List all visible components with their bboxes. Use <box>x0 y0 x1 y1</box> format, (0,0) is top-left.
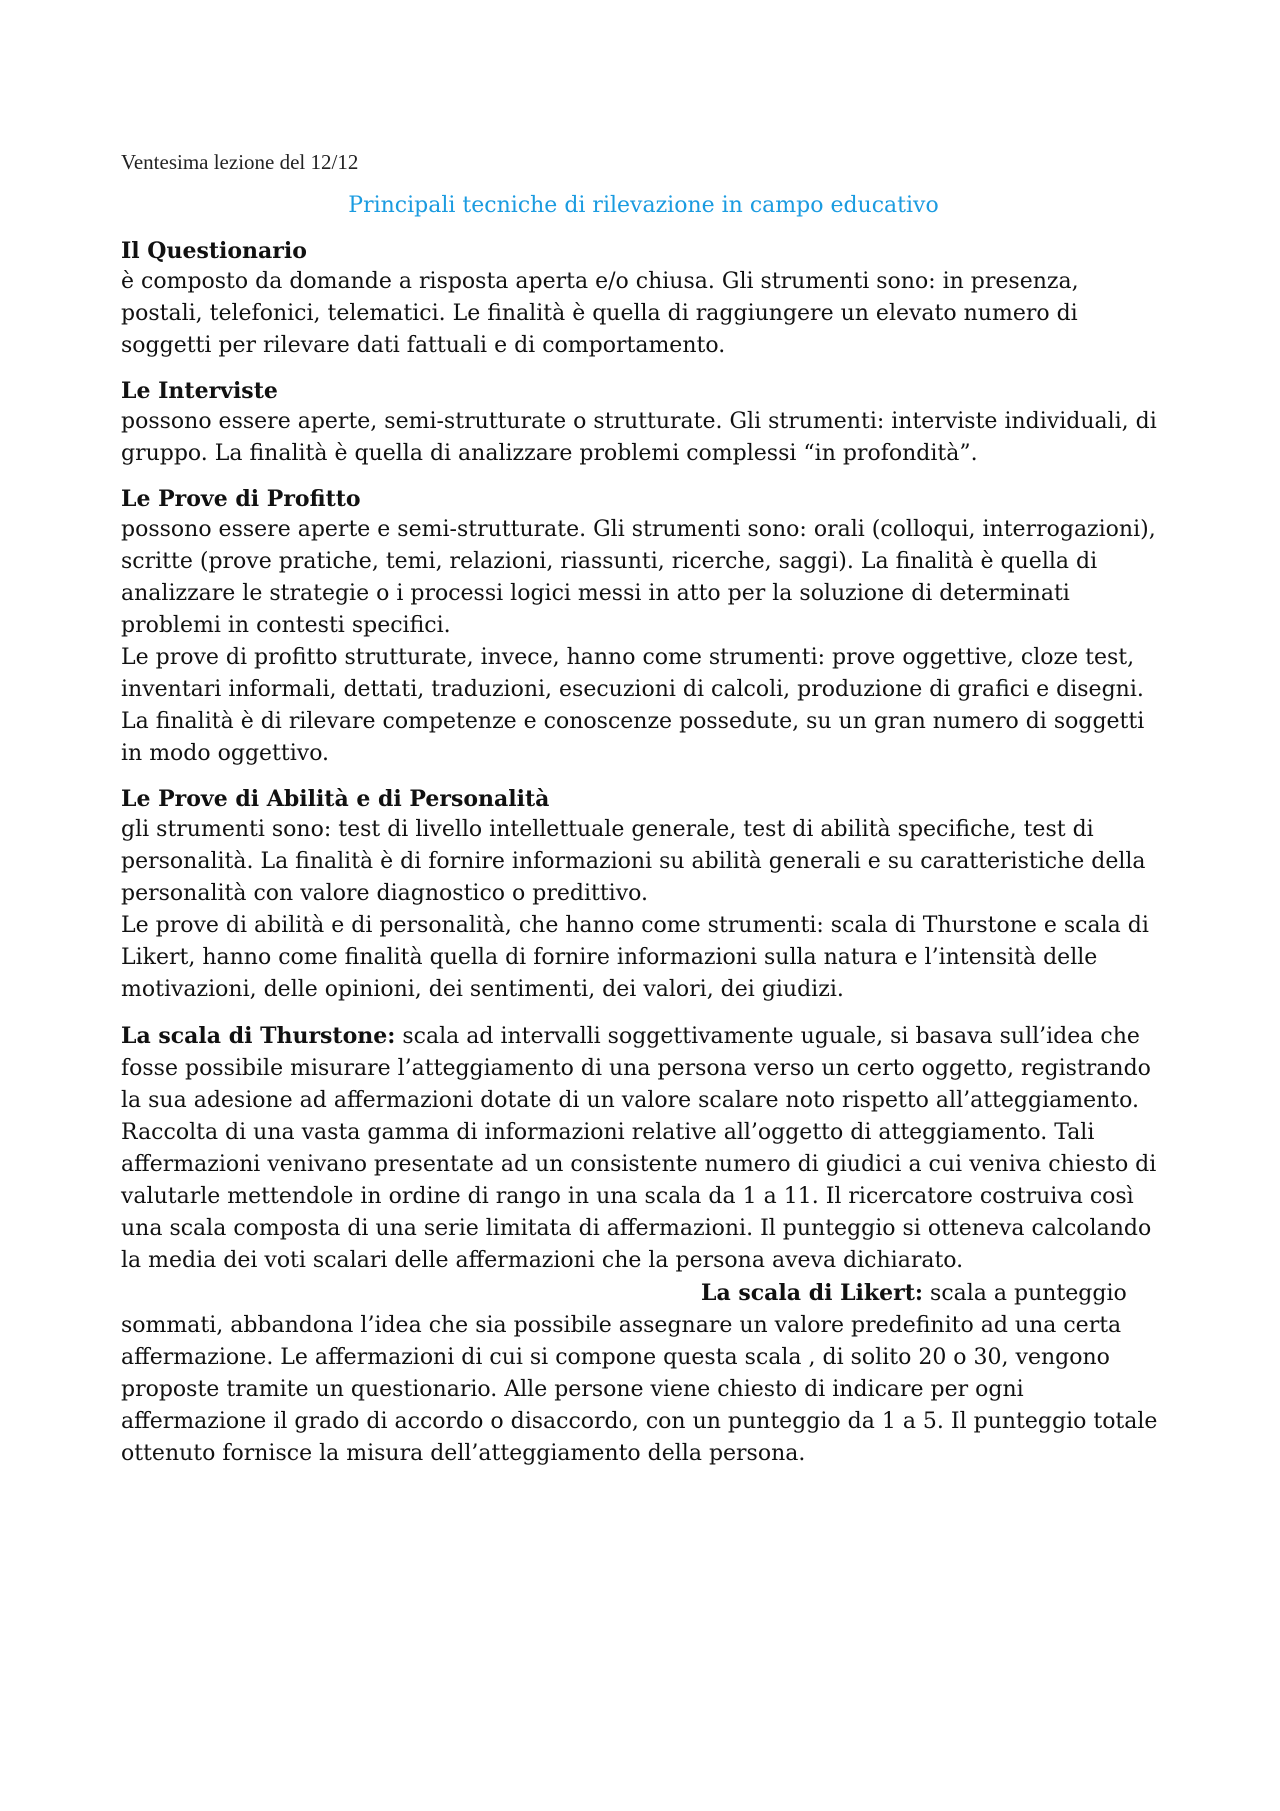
section-prove-abilita-personalita <box>121 784 1166 1006</box>
likert-text: scala a punteggio sommati, abbandona l’idea che sia possibile assegnare un valore predefinito ad una certa affermazione. Le affermazioni di cui si compone questa scala , di solito 20 o 30, vengono proposte tramite un questionario. Alle persone viene chiesto di indicare per ogni affermazione il grado di accordo o disaccordo, con un punteggio da 1 a 5. Il punteggio totale ottenuto fornisce la misura dell’atteggiamento della persona. <box>121 1281 1158 1466</box>
section-interviste <box>121 376 1166 470</box>
section-title: Le Prove di Abilità e di Personalità <box>121 786 550 812</box>
section-paragraph: Le prove di abilità e di personalità, che hanno come strumenti: scala di Thurstone e scala di Likert, hanno come finalità quella di fornire informazioni sulla natura e l’intensità delle motivazioni, delle opinioni, dei sentimenti, dei valori, dei giudizi. <box>121 913 1149 1002</box>
thurstone-text-2: Raccolta di una vasta gamma di informazioni relative all’oggetto di atteggiamento. Tali affermazioni venivano presentate ad un consistente numero di giudici a cui veniva chiesto di valutarle mettendole in ordine di rango in una scala da 1 a 11. Il ricercatore costruiva così una scala composta di una serie limitata di affermazioni. Il punteggio si otteneva calcolando la media dei voti scalari delle affermazioni che la persona aveva dichiarato. <box>121 1120 1157 1273</box>
section-title: Le Prove di Profitto <box>121 486 361 512</box>
section-paragraph: Le prove di profitto strutturate, invece, hanno come strumenti: prove oggettive, cloze test, inventari informali, dettati, traduzioni, esecuzioni di calcoli, produzione di grafici e disegni. La finalità è di rilevare competenze e conoscenze possedute, su un gran numero di soggetti in modo oggettivo. <box>121 645 1145 766</box>
section-title: Il Questionario <box>121 238 307 264</box>
section-paragraph: gli strumenti sono: test di livello intellettuale generale, test di abilità specifiche, test di personalità. La finalità è di fornire informazioni su abilità generali e su caratteristiche della personalità con valore diagnostico o predittivo. <box>121 817 1146 906</box>
thurstone-title: La scala di Thurstone: <box>121 1023 396 1049</box>
section-questionario <box>121 236 1166 362</box>
section-paragraph: possono essere aperte, semi-strutturate o strutturate. Gli strumenti: interviste individuali, di gruppo. La finalità è quella di analizzare problemi complessi “in profondità”. <box>121 409 1157 466</box>
section-paragraph: possono essere aperte e semi-strutturate. Gli strumenti sono: orali (colloqui, interrogazioni), scritte (prove pratiche, temi, relazioni, riassunti, ricerche, saggi). La finalità è quella di analizzare le strategie o i processi logici messi in atto per la soluzione di determinati problemi in contesti specifici. <box>121 517 1156 638</box>
document-page <box>121 148 1166 1484</box>
thurstone-paragraph-2 <box>121 1117 1166 1470</box>
thurstone-text: scala ad intervalli soggettivamente uguale, si basava sull’idea che fosse possibile misurare l’atteggiamento di una persona verso un certo oggetto, registrando la sua adesione ad affermazioni dotate di un valore scalare noto rispetto all’atteggiamento. <box>121 1024 1151 1113</box>
section-paragraph: è composto da domande a risposta aperta e/o chiusa. Gli strumenti sono: in presenza, postali, telefonici, telematici. Le finalità è quella di raggiungere un elevato numero di soggetti per rilevare dati fattuali e di comportamento. <box>121 269 1079 358</box>
section-scale <box>121 1020 1166 1470</box>
lesson-date-line: Ventesima lezione del 12/12 <box>121 150 359 174</box>
likert-title: La scala di Likert: <box>701 1280 924 1306</box>
section-title: Le Interviste <box>121 378 278 404</box>
section-prove-di-profitto <box>121 484 1166 770</box>
document-title: Principali tecniche di rilevazione in campo educativo <box>348 193 939 218</box>
thurstone-paragraph <box>121 1020 1166 1117</box>
